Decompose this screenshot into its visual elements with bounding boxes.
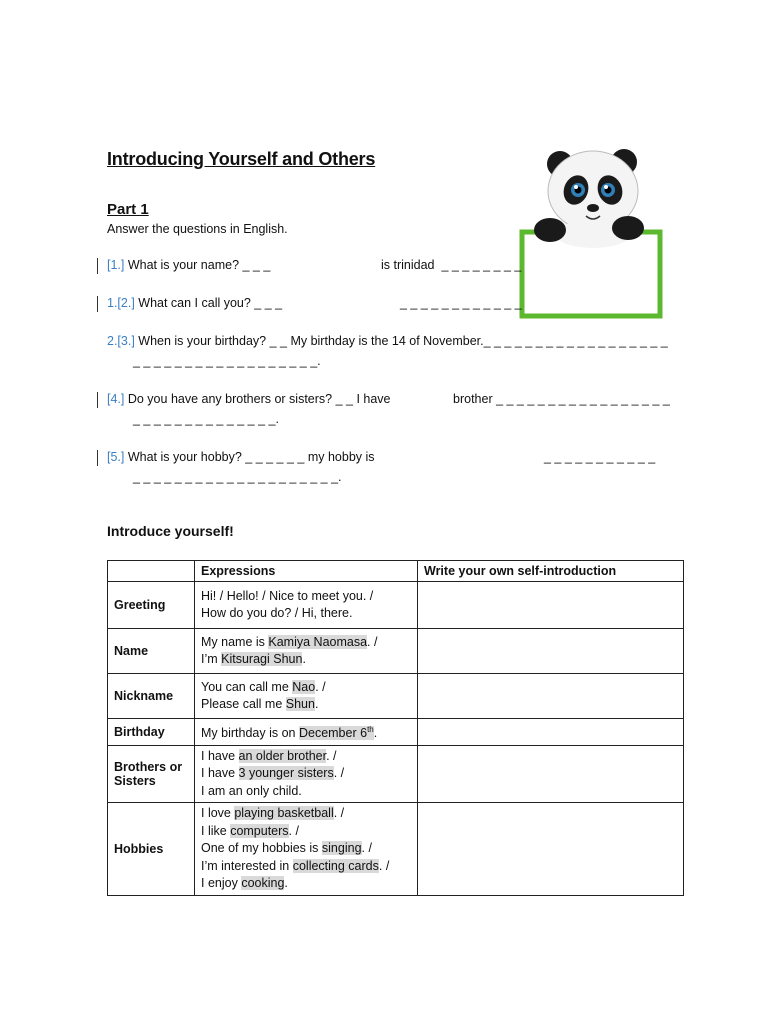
expression-text: Please call me xyxy=(201,697,286,711)
expression-line: Hi! / Hello! / Nice to meet you. / xyxy=(201,588,374,603)
table-row-hobbies xyxy=(108,803,684,896)
ordinal-suffix: th xyxy=(367,725,374,734)
change-bar xyxy=(97,296,98,312)
question-1 xyxy=(107,258,270,272)
header-own-introduction: Write your own self-introduction xyxy=(418,561,684,582)
expression-text: . xyxy=(284,876,288,891)
highlighted-example: playing basketball xyxy=(234,806,334,821)
expression-text: . / xyxy=(333,806,345,821)
header-expressions: Expressions xyxy=(195,561,418,582)
question-3 xyxy=(107,334,668,348)
header-cell-empty xyxy=(108,561,195,582)
expression-text: . / xyxy=(361,841,372,856)
expression-text: One of my hobbies is xyxy=(201,841,322,856)
highlighted-example: 3 younger sisters xyxy=(238,766,334,781)
expression-text: I am an only child. xyxy=(201,783,302,798)
question-number: 2.[3.] xyxy=(107,334,135,348)
table-header-row xyxy=(108,561,684,582)
expression-text: . / xyxy=(288,823,299,838)
expression-text: I enjoy xyxy=(201,876,242,891)
highlighted-example: an older brother xyxy=(238,748,327,763)
highlighted-example xyxy=(299,726,374,740)
table-row-name xyxy=(108,629,684,674)
write-cell-greeting[interactable] xyxy=(418,582,684,629)
expression-text: . / xyxy=(333,766,345,781)
write-cell-name[interactable] xyxy=(418,629,684,674)
expression-text: . / xyxy=(378,858,390,873)
row-label: Greeting xyxy=(108,582,195,629)
expressions-cell xyxy=(195,745,418,803)
change-bar xyxy=(97,392,98,408)
answer-5-continuation[interactable]: _ _ _ _ _ _ _ _ _ _ _ _ _ _ _ _ _ _ _ _. xyxy=(133,470,342,484)
write-cell-birthday[interactable] xyxy=(418,719,684,746)
expression-text: . / xyxy=(367,634,378,649)
highlighted-example: collecting cards xyxy=(292,858,379,873)
expressions-cell xyxy=(195,629,418,674)
question-number: [4.] xyxy=(107,392,125,406)
panda-illustration xyxy=(516,146,666,321)
answer-1[interactable]: is trinidad _ _ _ _ _ _ _ _ xyxy=(381,258,522,272)
highlighted-example: Shun xyxy=(285,697,315,711)
question-number: [5.] xyxy=(107,450,125,464)
expression-text: I’m xyxy=(201,652,222,666)
question-text: What is your hobby? _ _ _ _ _ _ my hobby is xyxy=(127,450,375,464)
write-cell-hobbies[interactable] xyxy=(418,803,684,896)
question-4 xyxy=(107,392,391,406)
table-row-birthday xyxy=(108,719,684,746)
question-number: 1.[2.] xyxy=(107,296,135,310)
question-2 xyxy=(107,296,282,310)
answer-4[interactable]: brother _ _ _ _ _ _ _ _ _ _ _ _ _ _ _ _ _ xyxy=(453,392,670,406)
question-number: [1.] xyxy=(107,258,125,272)
row-label: Hobbies xyxy=(108,803,195,896)
row-label: Birthday xyxy=(108,719,195,746)
expression-text: I have xyxy=(201,766,239,781)
expression-text: . xyxy=(314,697,319,711)
highlighted-example: Kamiya Naomasa xyxy=(268,634,368,649)
expression-text: My name is xyxy=(201,634,269,649)
table-row-nickname xyxy=(108,674,684,719)
change-bar xyxy=(97,258,98,274)
table-row-siblings xyxy=(108,745,684,803)
answer-5[interactable]: _ _ _ _ _ _ _ _ _ _ _ xyxy=(544,450,656,464)
write-cell-siblings[interactable] xyxy=(418,745,684,803)
question-text: Do you have any brothers or sisters? _ _ I have xyxy=(127,392,391,406)
answer-2[interactable]: _ _ _ _ _ _ _ _ _ _ _ _ xyxy=(400,296,522,310)
self-introduction-table xyxy=(107,560,684,896)
question-5 xyxy=(107,450,375,464)
expression-text: . xyxy=(302,652,306,666)
expression-text: My birthday is on xyxy=(201,726,299,741)
highlighted-example: computers xyxy=(230,823,289,838)
answer-4-continuation[interactable]: _ _ _ _ _ _ _ _ _ _ _ _ _ _. xyxy=(133,412,279,426)
answer-3-continuation[interactable]: _ _ _ _ _ _ _ _ _ _ _ _ _ _ _ _ _ _. xyxy=(133,354,321,368)
expression-text: You can call me xyxy=(201,679,293,694)
expressions-cell xyxy=(195,719,418,746)
introduce-heading: Introduce yourself! xyxy=(107,523,234,539)
expression-line: How do you do? / Hi, there. xyxy=(201,606,353,620)
part-1-heading: Part 1 xyxy=(107,201,149,218)
write-cell-nickname[interactable] xyxy=(418,674,684,719)
expression-text: . xyxy=(373,726,378,741)
expression-text: . / xyxy=(315,679,326,694)
highlighted-example: Nao xyxy=(292,679,316,694)
row-label: Name xyxy=(108,629,195,674)
row-label: Nickname xyxy=(108,674,195,719)
change-bar xyxy=(97,450,98,466)
highlighted-example-text: December 6 xyxy=(298,726,368,741)
expressions-cell xyxy=(195,803,418,896)
expression-text: . / xyxy=(326,748,337,763)
highlighted-example: Kitsuragi Shun xyxy=(221,652,303,666)
expression-text: I love xyxy=(201,806,235,821)
question-text: What is your name? _ _ _ xyxy=(127,258,271,272)
highlighted-example: singing xyxy=(321,841,362,856)
expression-text: I like xyxy=(201,823,231,838)
instructions-text: Answer the questions in English. xyxy=(107,222,288,236)
row-label: Brothers or Sisters xyxy=(108,745,195,803)
expression-text: I’m interested in xyxy=(201,858,293,873)
expressions-cell xyxy=(195,582,418,629)
question-text: What can I call you? _ _ _ xyxy=(138,296,283,310)
expression-text: I have xyxy=(201,748,239,763)
question-text: When is your birthday? _ _ My birthday is the 14 of November._ _ _ _ _ _ _ _ _ _ _ _ _ _ _ _ _ _ xyxy=(138,334,668,348)
document-title: Introducing Yourself and Others xyxy=(107,149,376,169)
table-row-greeting xyxy=(108,582,684,629)
highlighted-example: cooking xyxy=(241,876,285,891)
expressions-cell xyxy=(195,674,418,719)
